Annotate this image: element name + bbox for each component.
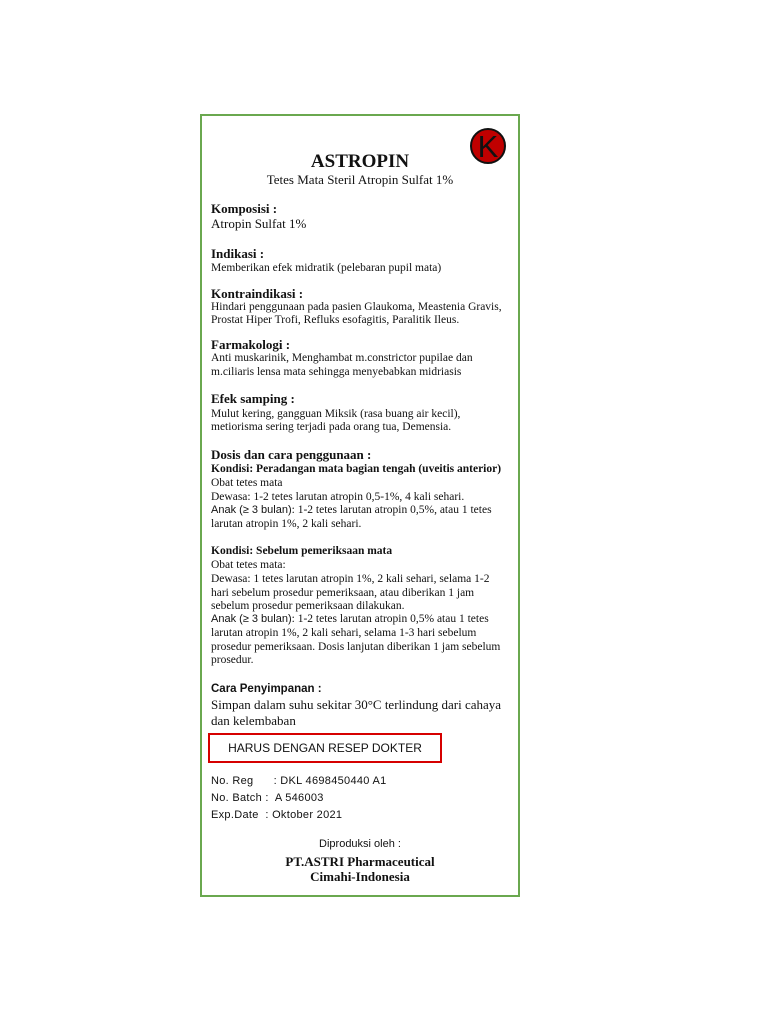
producer-company: PT.ASTRI Pharmaceutical [285, 854, 435, 869]
kondisi2-anak-text: : 1-2 tetes larutan atropin 0,5% atau 1 tetes [291, 613, 489, 625]
penyimpanan-line: dan kelembaban [211, 713, 296, 728]
penyimpanan-line: Simpan dalam suhu sekitar 30°C terlindung dari cahaya [211, 697, 502, 712]
kondisi2-anak-prefix: Anak (≥ 3 bulan) [211, 613, 292, 625]
kondisi1-anak [211, 503, 492, 517]
penyimpanan-heading: Cara Penyimpanan : [211, 683, 322, 695]
kondisi2-line: hari sebelum prosedur pemeriksaan, atau diberikan 1 jam [211, 587, 475, 599]
k-logo-letter: K [477, 129, 499, 164]
kondisi2-line: prosedur pemeriksaan. Dosis lanjutan diberikan 1 jam sebelum [211, 641, 501, 653]
kondisi1-anak-text: : 1-2 tetes larutan atropin 0,5%, atau 1 tetes [291, 504, 492, 516]
kontraindikasi-heading: Kontraindikasi : [211, 286, 304, 301]
producer-label: Diproduksi oleh : [319, 838, 401, 850]
batch-number: No. Batch : A 546003 [211, 792, 324, 804]
indikasi-heading: Indikasi : [211, 246, 265, 261]
prescription-warning: HARUS DENGAN RESEP DOKTER [208, 733, 442, 763]
kondisi2-line: prosedur. [211, 654, 254, 666]
kondisi2-anak [211, 612, 489, 626]
farmakologi-heading: Farmakologi : [211, 337, 291, 352]
kondisi2-line: Obat tetes mata: [211, 559, 286, 571]
kondisi1-line: Dewasa: 1-2 tetes larutan atropin 0,5-1%, 4 kali sehari. [211, 491, 465, 503]
farmakologi-line: m.ciliaris lensa mata sehingga menyebabkan midriasis [211, 366, 462, 378]
expiry-date: Exp.Date : Oktober 2021 [211, 809, 343, 821]
dosis-heading: Dosis dan cara penggunaan : [211, 447, 372, 462]
kondisi2-line: Dewasa: 1 tetes larutan atropin 1%, 2 kali sehari, selama 1-2 [211, 573, 490, 585]
kondisi2-line: larutan atropin 1%, 2 kali sehari, selama 1-3 hari sebelum [211, 627, 477, 639]
komposisi-text: Atropin Sulfat 1% [211, 216, 307, 231]
komposisi-heading: Komposisi : [211, 201, 278, 216]
efek-samping-line: metiorisma sering terjadi pada orang tua, Demensia. [211, 421, 452, 433]
registration-number: No. Reg : DKL 4698450440 A1 [211, 775, 387, 787]
kontraindikasi-line: Prostat Hiper Trofi, Refluks esofagitis, Paralitik Ileus. [211, 314, 460, 326]
indikasi-text: Memberikan efek midratik (pelebaran pupil mata) [211, 262, 442, 274]
kondisi1-line: larutan atropin 1%, 2 kali sehari. [211, 518, 362, 530]
kondisi1-line: Obat tetes mata [211, 477, 283, 489]
kondisi1-title: Kondisi: Peradangan mata bagian tengah (uveitis anterior) [211, 463, 502, 475]
farmakologi-line: Anti muskarinik, Menghambat m.constrictor pupilae dan [211, 352, 473, 364]
producer-location: Cimahi-Indonesia [310, 869, 410, 884]
efek-samping-heading: Efek samping : [211, 391, 295, 406]
kondisi2-title: Kondisi: Sebelum pemeriksaan mata [211, 545, 393, 557]
kondisi1-anak-prefix: Anak (≥ 3 bulan) [211, 504, 292, 516]
efek-samping-line: Mulut kering, gangguan Miksik (rasa buang air kecil), [211, 408, 461, 420]
kondisi2-line: sebelum prosedur pemeriksaan dilakukan. [211, 600, 405, 612]
product-name: ASTROPIN [310, 151, 410, 172]
kontraindikasi-line: Hindari penggunaan pada pasien Glaukoma, Meastenia Gravis, [211, 301, 502, 313]
product-subtitle: Tetes Mata Steril Atropin Sulfat 1% [266, 172, 454, 187]
